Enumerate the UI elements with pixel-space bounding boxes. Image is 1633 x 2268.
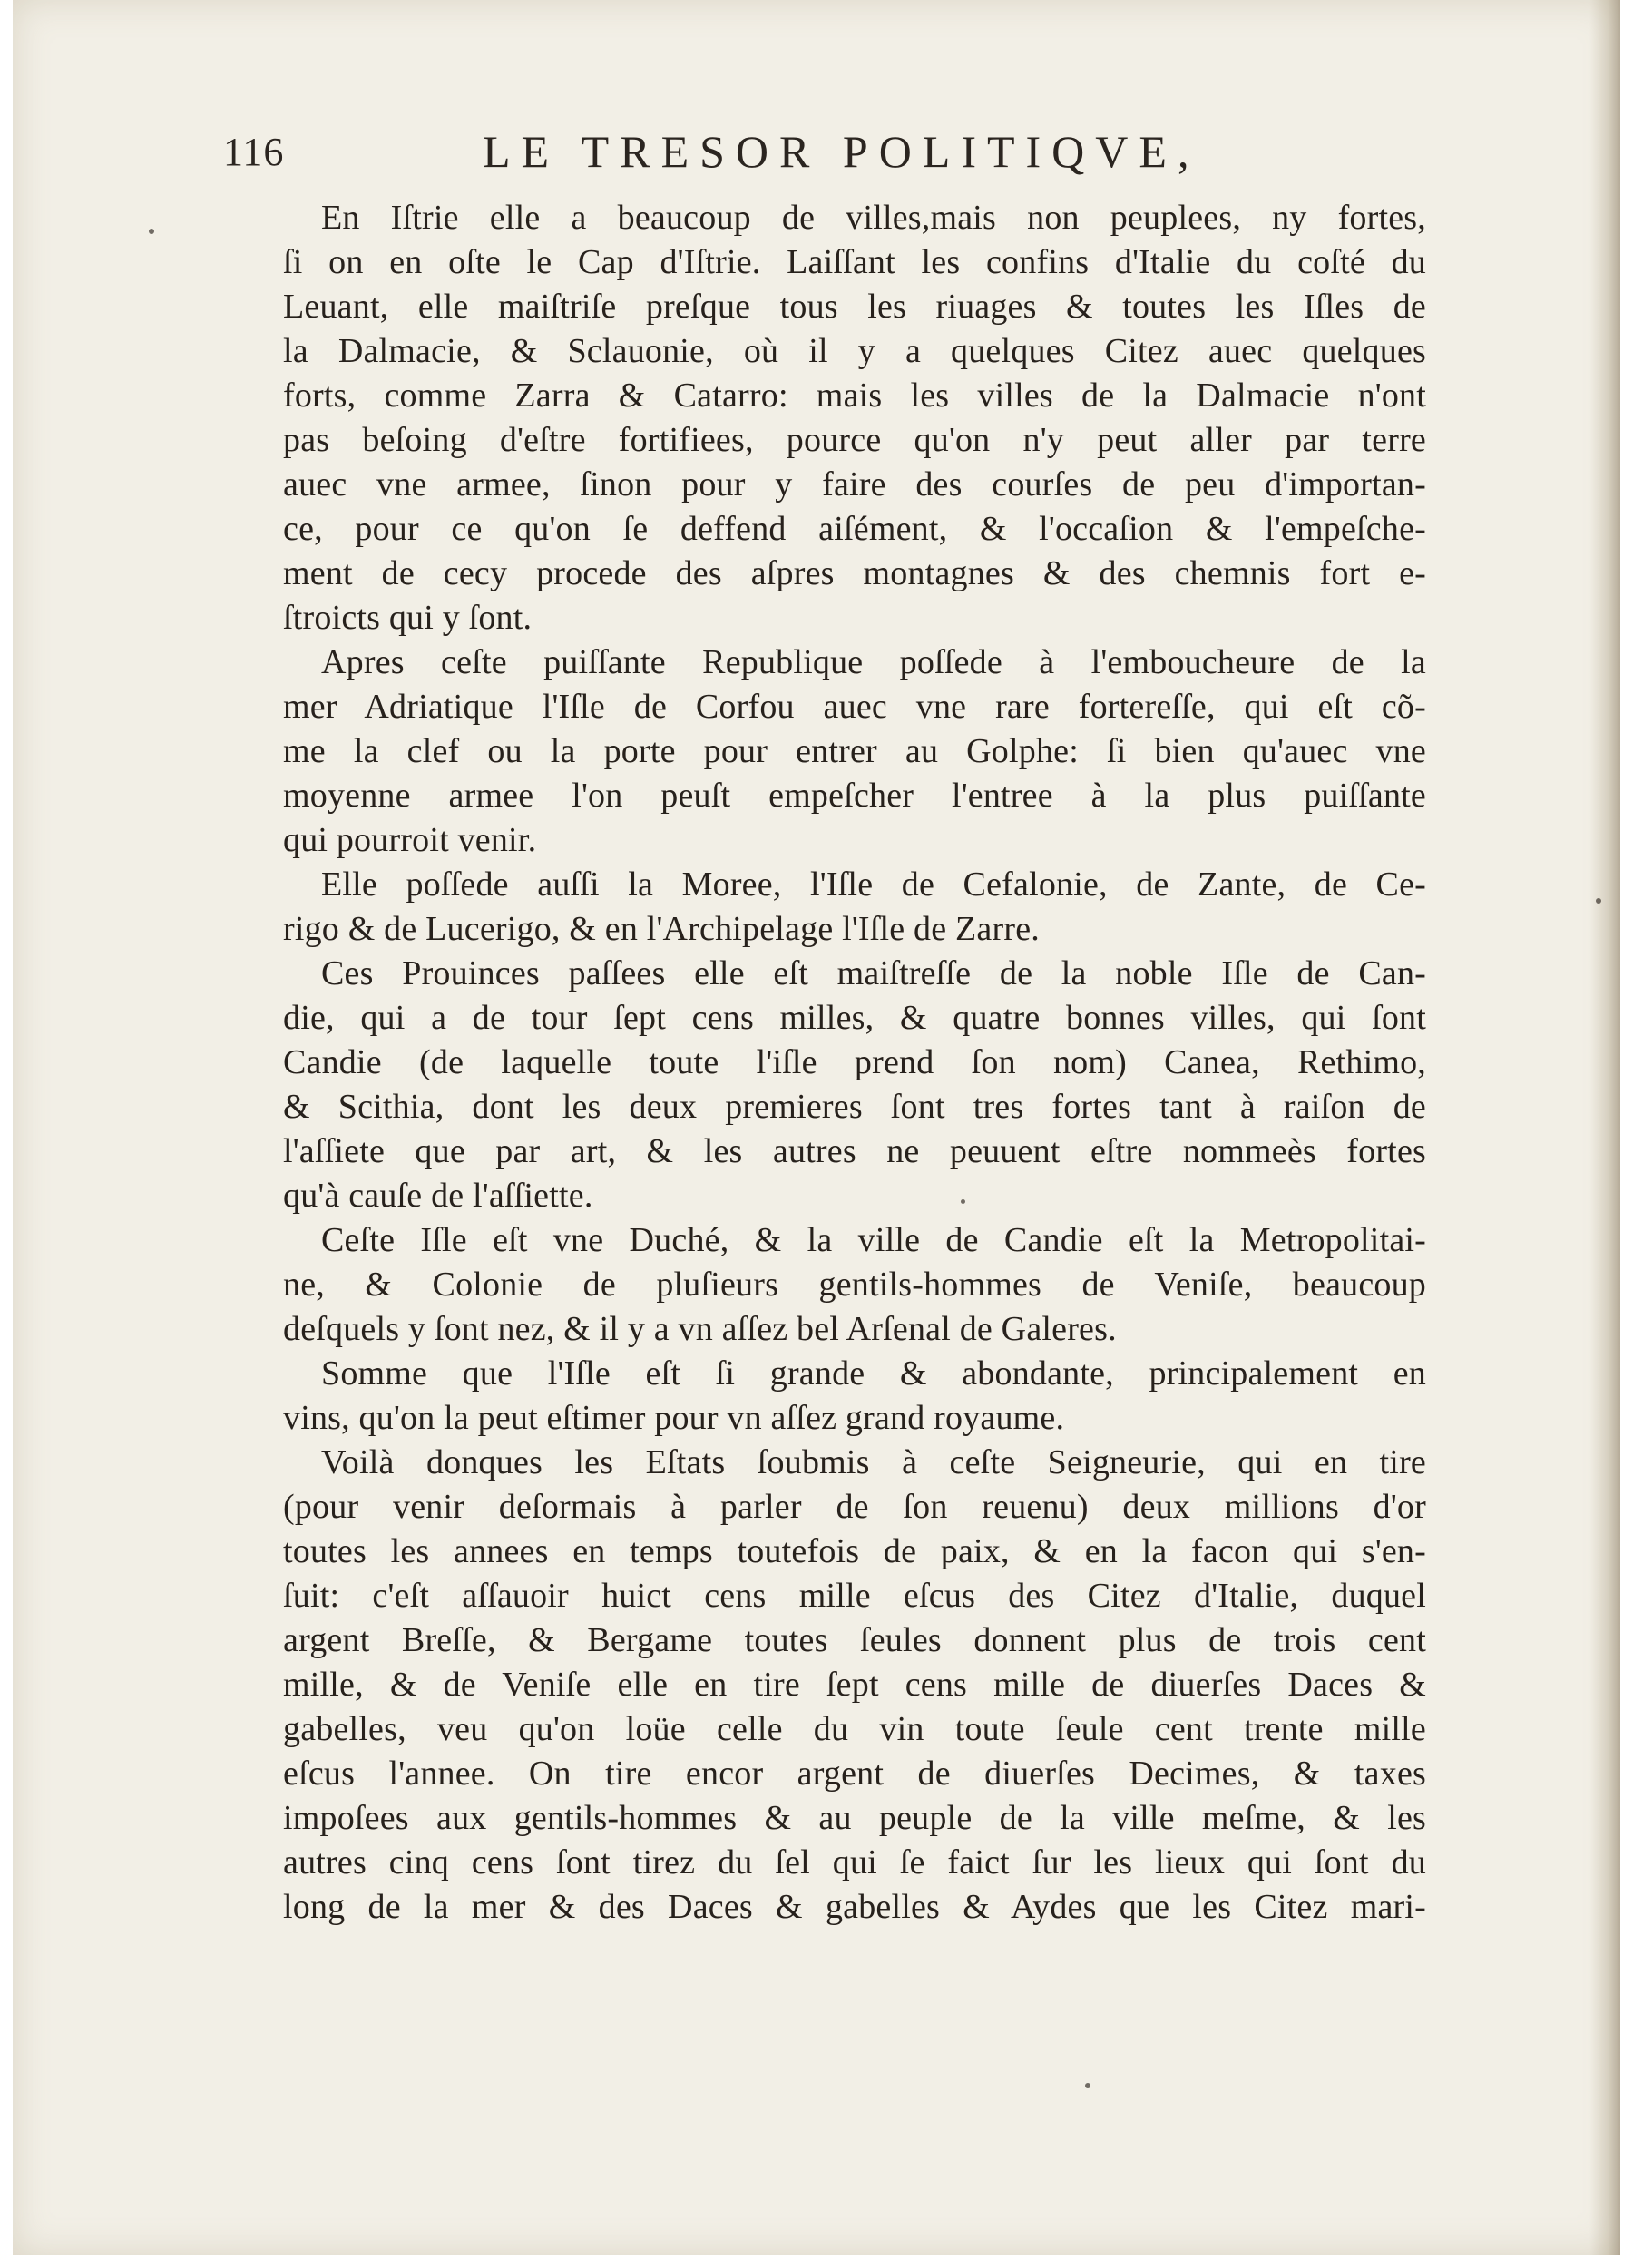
text-line: Ceſte Iſle eſt vne Duché, & la ville de Candie eſt la Metropolitai-	[321, 1221, 1426, 1259]
ink-speck	[1596, 898, 1601, 904]
text-line: ſuit: c'eſt aſſauoir huict cens mille eſcus des Citez d'Italie, duquel	[283, 1577, 1426, 1615]
ink-speck	[961, 1199, 965, 1204]
text-line: Elle poſſede auſſi la Moree, l'Iſle de Cefalonie, de Zante, de Ce-	[321, 865, 1426, 904]
ink-speck	[149, 229, 154, 234]
text-line: impoſees aux gentils-hommes & au peuple de la ville meſme, & les	[283, 1799, 1426, 1837]
ink-speck	[1085, 2083, 1090, 2088]
text-line: autres cinq cens ſont tirez du ſel qui ſe faict ſur les lieux qui ſont du	[283, 1843, 1426, 1882]
text-line: & Scithia, dont les deux premieres ſont tres fortes tant à raiſon de	[283, 1088, 1426, 1126]
text-line: mer Adriatique l'Iſle de Corfou auec vne rare fortereſſe, qui eſt cõ-	[283, 688, 1426, 726]
text-line: ne, & Colonie de pluſieurs gentils-hommes de Veniſe, beaucoup	[283, 1266, 1426, 1304]
text-line: Somme que l'Iſle eſt ſi grande & abondante, principalement en	[321, 1354, 1426, 1393]
running-head	[223, 125, 1430, 180]
text-line: Leuant, elle maiſtriſe preſque tous les riuages & toutes les Iſles de	[283, 288, 1426, 326]
text-line: pas beſoing d'eſtre fortifiees, pource qu'on n'y peut aller par terre	[283, 421, 1426, 459]
text-line: Ces Prouinces paſſees elle eſt maiſtreſſe de la noble Iſle de Can-	[321, 954, 1426, 992]
text-line: deſquels y ſont nez, & il y a vn aſſez bel Arſenal de Galeres.	[283, 1310, 1117, 1348]
book-page	[13, 0, 1620, 2255]
text-line: la Dalmacie, & Sclauonie, où il y a quelques Citez auec quelques	[283, 332, 1426, 370]
text-line: me la clef ou la porte pour entrer au Golphe: ſi bien qu'auec vne	[283, 732, 1426, 770]
running-title: LE TRESOR POLITIQVE,	[483, 126, 1200, 177]
text-line: die, qui a de tour ſept cens milles, & quatre bonnes villes, qui ſont	[283, 999, 1426, 1037]
text-line: rigo & de Lucerigo, & en l'Archipelage l'Iſle de Zarre.	[283, 910, 1040, 948]
text-line: auec vne armee, ſinon pour y faire des courſes de peu d'importan-	[283, 465, 1426, 503]
text-line: long de la mer & des Daces & gabelles & Aydes que les Citez mari-	[283, 1888, 1426, 1926]
text-line: ce, pour ce qu'on ſe deffend aiſément, & l'occaſion & l'empeſche-	[283, 510, 1426, 548]
text-line: ment de cecy procede des aſpres montagnes & des chemnis fort e-	[283, 554, 1426, 592]
text-line: qui pourroit venir.	[283, 821, 537, 859]
text-line: Voilà donques les Eſtats ſoubmis à ceſte Seigneurie, qui en tire	[321, 1443, 1426, 1481]
text-line: vins, qu'on la peut eſtimer pour vn aſſez grand royaume.	[283, 1399, 1065, 1437]
text-line: ſi on en oſte le Cap d'Iſtrie. Laiſſant les confins d'Italie du coſté du	[283, 243, 1426, 281]
text-line: qu'à cauſe de l'aſſiette.	[283, 1177, 593, 1215]
text-line: gabelles, veu qu'on loüe celle du vin toute ſeule cent trente mille	[283, 1710, 1426, 1748]
text-line: argent Breſſe, & Bergame toutes ſeules donnent plus de trois cent	[283, 1621, 1426, 1659]
text-line: Candie (de laquelle toute l'iſle prend ſon nom) Canea, Rethimo,	[283, 1043, 1426, 1081]
page-number: 116	[223, 130, 285, 174]
body-text	[283, 196, 1426, 1930]
text-line: mille, & de Veniſe elle en tire ſept cens mille de diuerſes Daces &	[283, 1666, 1426, 1704]
text-line: eſcus l'annee. On tire encor argent de diuerſes Decimes, & taxes	[283, 1755, 1426, 1793]
text-line: Apres ceſte puiſſante Republique poſſede à l'emboucheure de la	[321, 643, 1426, 681]
text-line: forts, comme Zarra & Catarro: mais les villes de la Dalmacie n'ont	[283, 376, 1426, 415]
text-line: En Iſtrie elle a beaucoup de villes,mais non peuplees, ny fortes,	[321, 199, 1426, 237]
text-line: toutes les annees en temps toutefois de paix, & en la facon qui s'en-	[283, 1532, 1426, 1570]
text-line: ſtroicts qui y ſont.	[283, 599, 533, 637]
text-line: (pour venir deſormais à parler de ſon reuenu) deux millions d'or	[283, 1488, 1426, 1526]
page-fore-edge-shadow	[1589, 0, 1620, 2255]
text-line: moyenne armee l'on peuſt empeſcher l'entree à la plus puiſſante	[283, 777, 1426, 815]
text-line: l'aſſiete que par art, & les autres ne peuuent eſtre nommeès fortes	[283, 1132, 1426, 1170]
